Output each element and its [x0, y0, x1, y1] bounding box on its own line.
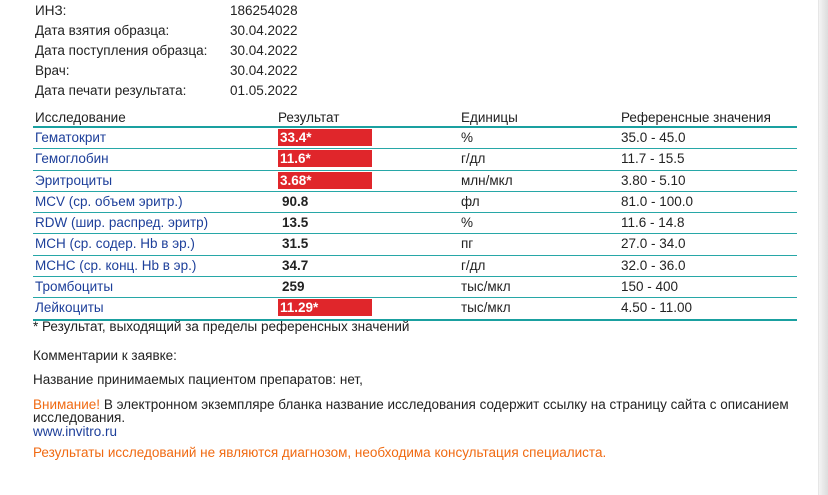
header-test: Исследование: [35, 110, 126, 125]
reference-range: 4.50 - 11.00: [621, 300, 693, 316]
print-date-label: Дата печати результата:: [35, 83, 187, 98]
result-value-abnormal: 11.29*: [278, 299, 372, 316]
units-value: тыс/мкл: [461, 279, 511, 295]
comments-label: Комментарии к заявке:: [33, 348, 177, 363]
received-date-label: Дата поступления образца:: [35, 43, 208, 58]
result-value-abnormal: 33.4*: [278, 129, 372, 146]
reference-range: 81.0 - 100.0: [621, 193, 694, 209]
table-row: [33, 277, 797, 298]
units-value: фл: [461, 193, 480, 209]
warning-text: В электронном экземпляре бланка название исследования содержит ссылку на страницу сайта с описанием исследования.: [33, 397, 789, 425]
page-edge-shadow: [819, 0, 828, 495]
test-name-link[interactable]: RDW (шир. распред. эритр): [35, 215, 209, 231]
disclaimer: Результаты исследований не являются диагнозом, необходима консультация специалиста.: [33, 445, 607, 460]
reference-range: 32.0 - 36.0: [621, 257, 686, 273]
results-rows: [33, 128, 797, 321]
sample-date-label: Дата взятия образца:: [35, 23, 170, 38]
test-name-link[interactable]: MCV (ср. объем эритр.): [35, 193, 183, 209]
results-header-row: [33, 109, 797, 128]
test-name-link[interactable]: MCHC (ср. конц. Hb в эр.): [35, 257, 197, 273]
inz-label: ИНЗ:: [35, 3, 67, 18]
warning-notice: [33, 398, 798, 424]
table-row: [33, 171, 797, 192]
table-row: [33, 213, 797, 234]
results-table: [33, 109, 797, 321]
table-row: [33, 234, 797, 255]
test-name-link[interactable]: Тромбоциты: [35, 279, 114, 295]
reference-range: 11.7 - 15.5: [621, 151, 685, 167]
doctor-label: Врач:: [35, 63, 70, 78]
test-name-link[interactable]: Эритроциты: [35, 172, 113, 188]
table-row: [33, 256, 797, 277]
reference-range: 11.6 - 14.8: [621, 215, 685, 231]
units-value: г/дл: [461, 151, 486, 167]
reference-range: 27.0 - 34.0: [621, 236, 686, 252]
header-result: Результат: [278, 110, 340, 125]
table-row: [33, 149, 797, 170]
units-value: %: [461, 130, 474, 145]
received-date-value: 30.04.2022: [230, 43, 298, 58]
footnote: * Результат, выходящий за пределы референсных значений: [33, 319, 410, 334]
units-value: тыс/мкл: [461, 300, 511, 316]
result-value: 13.5: [282, 215, 309, 231]
header-reference: Референсные значения: [621, 110, 771, 125]
reference-range: 150 - 400: [621, 279, 679, 295]
units-value: млн/мкл: [461, 172, 513, 188]
site-link[interactable]: www.invitro.ru: [33, 424, 118, 439]
units-value: г/дл: [461, 257, 486, 273]
table-row: [33, 128, 797, 149]
header-units: Единицы: [461, 110, 518, 125]
test-name-link[interactable]: Лейкоциты: [35, 300, 104, 316]
reference-range: 3.80 - 5.10: [621, 172, 686, 188]
test-name-link[interactable]: Гематокрит: [35, 130, 107, 145]
test-name-link[interactable]: Гемоглобин: [35, 151, 109, 167]
test-name-link[interactable]: MCH (ср. содер. Hb в эр.): [35, 236, 195, 252]
medications-note: Название принимаемых пациентом препаратов: нет,: [33, 372, 363, 387]
print-date-value: 01.05.2022: [230, 83, 298, 98]
table-row: [33, 192, 797, 213]
reference-range: 35.0 - 45.0: [621, 130, 686, 145]
units-value: %: [461, 215, 474, 231]
result-value: 90.8: [282, 193, 309, 209]
result-value: 31.5: [282, 236, 309, 252]
sample-date-value: 30.04.2022: [230, 23, 298, 38]
units-value: пг: [461, 236, 474, 252]
result-value: 34.7: [282, 257, 309, 273]
result-value: 259: [282, 279, 305, 295]
result-value-abnormal: 11.6*: [278, 150, 372, 167]
table-row: [33, 298, 797, 320]
result-value-abnormal: 3.68*: [278, 172, 372, 189]
warning-label: Внимание!: [33, 397, 101, 412]
doctor-value: 30.04.2022: [230, 63, 298, 78]
inz-value: 186254028: [230, 3, 298, 18]
